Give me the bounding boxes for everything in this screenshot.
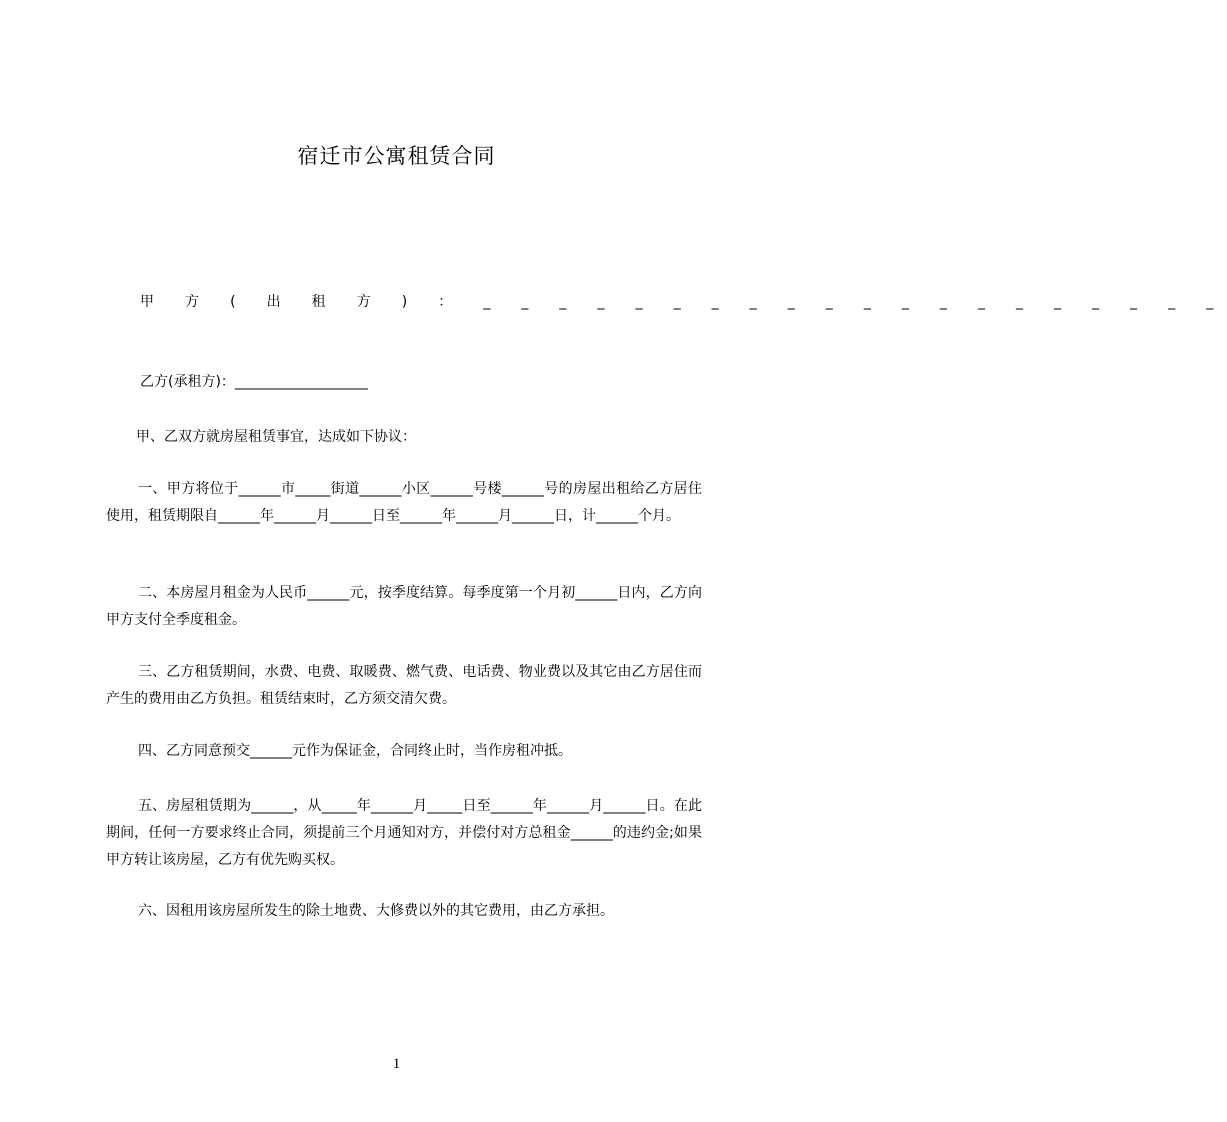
page-number: 1 — [392, 1056, 401, 1072]
contract-title: 宿迁市公寓租赁合同 — [297, 144, 496, 168]
clause-3: 三、乙方租赁期间，水费、电费、取暖费、燃气费、电话费、物业费以及其它由乙方居住而产生的费用由乙方负担。租赁结束时，乙方须交清欠费。 — [106, 664, 702, 707]
party-a-line: 甲 方 ( 出 租 方 ) ： _ _ _ _ _ _ _ _ _ _ _ _ _ _ _ _ _ _ _ _ — [140, 294, 1227, 310]
clause-6: 六、因租用该房屋所发生的除土地费、大修费以外的其它费用，由乙方承担。 — [138, 903, 614, 919]
clause-2: 二、本房屋月租金为人民币______元，按季度结算。每季度第一个月初______日内，乙方向甲方支付全季度租金。 — [106, 585, 702, 628]
clause-5: 五、房屋租赁期为______，从_____年______月_____日至______年______月______日。在此期间，任何一方要求终止合同，须提前三个月通知对方，并偿付对方总租金______的违约金;如果甲方转让该房屋，乙方有优先购买权。 — [106, 798, 702, 868]
clause-4: 四、乙方同意预交______元作为保证金，合同终止时，当作房租冲抵。 — [138, 743, 572, 759]
clause-1: 一、甲方将位于______市_____街道______小区______号楼______号的房屋出租给乙方居住使用，租赁期限自______年______月______日至______年______月______日，计______个月。 — [106, 481, 702, 524]
agreement-intro: 甲、乙双方就房屋租赁事宜，达成如下协议： — [136, 429, 416, 445]
party-b-line: 乙方(承租方)：___________________ — [140, 374, 368, 390]
